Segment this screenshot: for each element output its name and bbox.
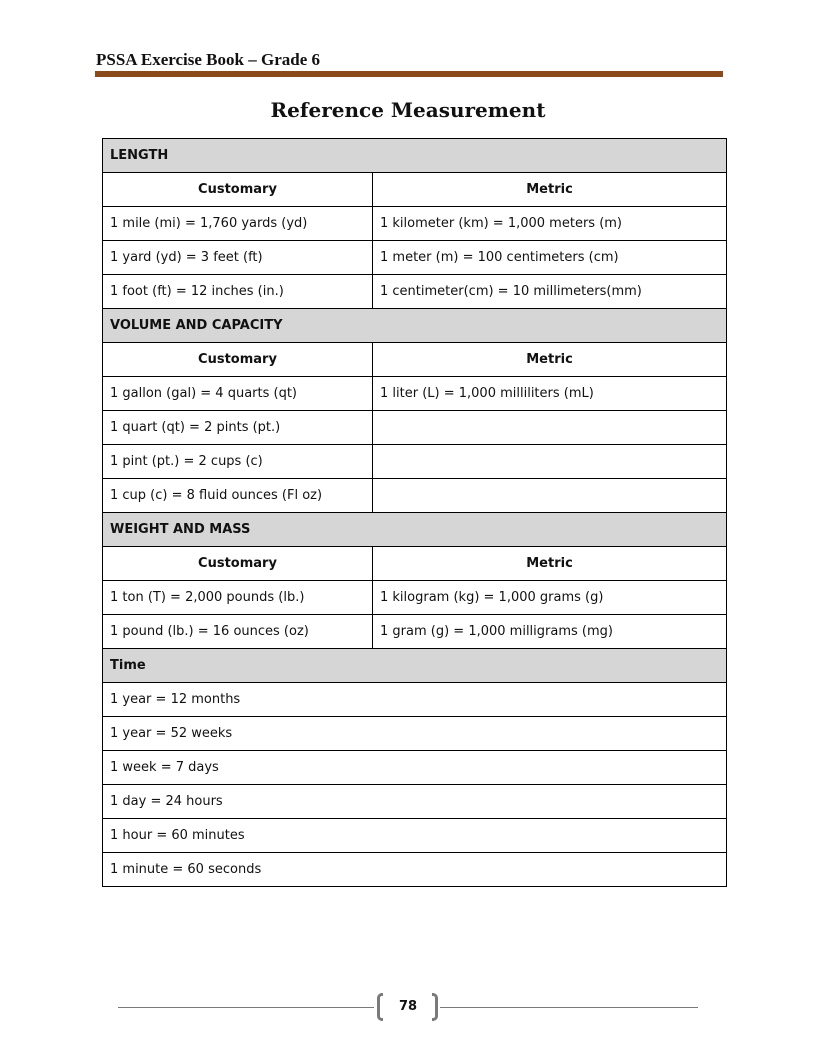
table-row bbox=[103, 819, 727, 853]
time-cell: 1 day = 24 hours bbox=[103, 785, 727, 819]
metric-cell: 1 kilometer (km) = 1,000 meters (m) bbox=[373, 207, 727, 241]
customary-cell: 1 quart (qt) = 2 pints (pt.) bbox=[103, 411, 373, 445]
customary-cell: 1 mile (mi) = 1,760 yards (yd) bbox=[103, 207, 373, 241]
customary-cell: 1 foot (ft) = 12 inches (in.) bbox=[103, 275, 373, 309]
customary-header: Customary bbox=[103, 343, 373, 377]
time-cell: 1 hour = 60 minutes bbox=[103, 819, 727, 853]
table-row bbox=[103, 411, 727, 445]
right-bracket-decoration bbox=[432, 993, 438, 1021]
customary-cell: 1 gallon (gal) = 4 quarts (qt) bbox=[103, 377, 373, 411]
metric-cell: 1 centimeter(cm) = 10 millimeters(mm) bbox=[373, 275, 727, 309]
metric-cell: 1 kilogram (kg) = 1,000 grams (g) bbox=[373, 581, 727, 615]
table-row bbox=[103, 615, 727, 649]
table-row bbox=[103, 377, 727, 411]
metric-header: Metric bbox=[373, 343, 727, 377]
section-row-volume bbox=[103, 309, 727, 343]
table-row bbox=[103, 275, 727, 309]
table-row bbox=[103, 785, 727, 819]
customary-cell: 1 pint (pt.) = 2 cups (c) bbox=[103, 445, 373, 479]
time-cell: 1 year = 52 weeks bbox=[103, 717, 727, 751]
section-heading: VOLUME AND CAPACITY bbox=[103, 309, 727, 343]
table-row bbox=[103, 241, 727, 275]
page-title: Reference Measurement bbox=[270, 98, 546, 122]
table-row bbox=[103, 207, 727, 241]
table-row bbox=[103, 853, 727, 887]
section-heading: WEIGHT AND MASS bbox=[103, 513, 727, 547]
time-cell: 1 year = 12 months bbox=[103, 683, 727, 717]
section-heading: Time bbox=[103, 649, 727, 683]
customary-header: Customary bbox=[103, 173, 373, 207]
metric-cell: 1 liter (L) = 1,000 milliliters (mL) bbox=[373, 377, 727, 411]
column-header-row bbox=[103, 547, 727, 581]
customary-cell: 1 pound (lb.) = 16 ounces (oz) bbox=[103, 615, 373, 649]
footer-rule-right bbox=[440, 1007, 698, 1008]
table-row bbox=[103, 479, 727, 513]
metric-cell bbox=[373, 479, 727, 513]
metric-cell bbox=[373, 445, 727, 479]
customary-cell: 1 cup (c) = 8 fluid ounces (Fl oz) bbox=[103, 479, 373, 513]
table-row bbox=[103, 717, 727, 751]
table-row bbox=[103, 751, 727, 785]
time-cell: 1 minute = 60 seconds bbox=[103, 853, 727, 887]
column-header-row bbox=[103, 343, 727, 377]
customary-cell: 1 ton (T) = 2,000 pounds (lb.) bbox=[103, 581, 373, 615]
table-row bbox=[103, 683, 727, 717]
table-row bbox=[103, 581, 727, 615]
metric-header: Metric bbox=[373, 547, 727, 581]
footer-rule-left bbox=[118, 1007, 374, 1008]
section-heading: LENGTH bbox=[103, 139, 727, 173]
metric-cell bbox=[373, 411, 727, 445]
book-header-title: PSSA Exercise Book – Grade 6 bbox=[96, 50, 320, 69]
left-bracket-decoration bbox=[377, 993, 383, 1021]
column-header-row bbox=[103, 173, 727, 207]
section-row-time bbox=[103, 649, 727, 683]
customary-cell: 1 yard (yd) = 3 feet (ft) bbox=[103, 241, 373, 275]
table-row bbox=[103, 445, 727, 479]
customary-header: Customary bbox=[103, 547, 373, 581]
section-row-length bbox=[103, 139, 727, 173]
section-row-weight bbox=[103, 513, 727, 547]
metric-cell: 1 gram (g) = 1,000 milligrams (mg) bbox=[373, 615, 727, 649]
metric-cell: 1 meter (m) = 100 centimeters (cm) bbox=[373, 241, 727, 275]
page-number: 78 bbox=[398, 999, 418, 1014]
reference-table bbox=[102, 138, 727, 887]
header-rule bbox=[95, 71, 723, 77]
metric-header: Metric bbox=[373, 173, 727, 207]
time-cell: 1 week = 7 days bbox=[103, 751, 727, 785]
